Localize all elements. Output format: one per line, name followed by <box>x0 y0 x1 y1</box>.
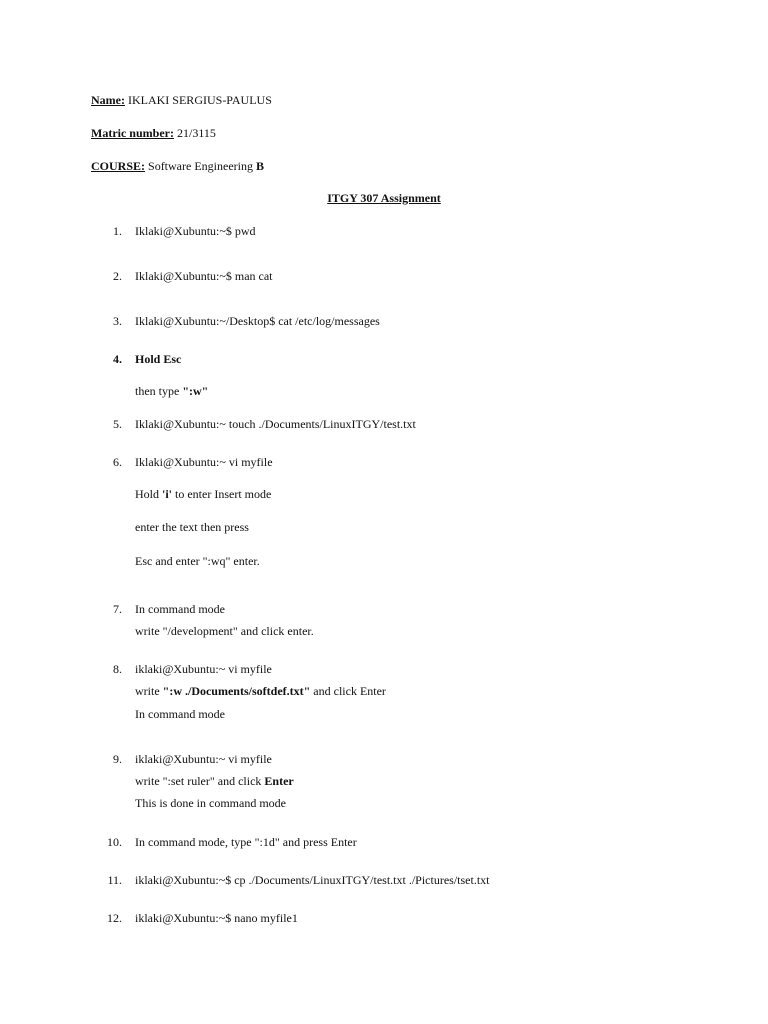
item-line: Hold Esc <box>135 352 182 366</box>
item-line: In command mode <box>135 602 225 616</box>
item-subline-bold: 'i' <box>162 487 173 501</box>
name-value: IKLAKI SERGIUS-PAULUS <box>124 93 272 107</box>
item-subline <box>135 385 208 397</box>
item-line: In command mode, type ":1d" and press Enter <box>135 835 357 849</box>
item-subline: write "/development" and click enter. <box>135 624 314 638</box>
item-line: Iklaki@Xubuntu:~$ man cat <box>135 269 273 283</box>
item-number: 4. <box>113 352 122 366</box>
item-number: 9. <box>113 752 122 766</box>
course-label: COURSE: <box>91 159 146 173</box>
item-number: 7. <box>113 602 122 616</box>
item-number: 10. <box>107 835 122 849</box>
item-subline-text: to enter Insert mode <box>172 487 272 501</box>
item-subline: enter the text then press <box>135 520 249 534</box>
name-label: Name: <box>91 93 125 107</box>
item-number: 1. <box>113 224 122 238</box>
item-line: Iklaki@Xubuntu:~$ pwd <box>135 224 256 238</box>
course-suffix: B <box>255 159 264 173</box>
item-subline-text: and click Enter <box>310 684 386 698</box>
item-number: 12. <box>107 911 122 925</box>
item-subline-text: then type <box>135 384 183 398</box>
item-subline-bold: ":w ./Documents/softdef.txt" <box>162 684 311 698</box>
item-line: iklaki@Xubuntu:~ vi myfile <box>135 662 272 676</box>
item-subline: This is done in command mode <box>135 796 286 810</box>
item-number: 3. <box>113 314 122 328</box>
course-line <box>91 160 264 172</box>
item-line: iklaki@Xubuntu:~$ nano myfile1 <box>135 911 298 925</box>
item-line: Iklaki@Xubuntu:~/Desktop$ cat /etc/log/messages <box>135 314 380 328</box>
item-number: 2. <box>113 269 122 283</box>
matric-label: Matric number: <box>91 126 174 140</box>
item-line: iklaki@Xubuntu:~ vi myfile <box>135 752 272 766</box>
item-subline <box>135 488 271 500</box>
item-number: 8. <box>113 662 122 676</box>
item-subline-bold: Enter <box>264 774 294 788</box>
item-subline-text: write <box>135 684 163 698</box>
item-subline <box>135 685 386 697</box>
item-line: Iklaki@Xubuntu:~ touch ./Documents/LinuxITGY/test.txt <box>135 417 416 431</box>
matric-value: 21/3115 <box>173 126 216 140</box>
item-number: 6. <box>113 455 122 469</box>
item-subline-text: Hold <box>135 487 162 501</box>
item-subline: Esc and enter ":wq" enter. <box>135 554 260 568</box>
item-line: iklaki@Xubuntu:~$ cp ./Documents/LinuxITGY/test.txt ./Pictures/tset.txt <box>135 873 490 887</box>
item-number: 11. <box>107 873 122 887</box>
item-subline <box>135 775 294 787</box>
item-subline-bold: ":w" <box>182 384 209 398</box>
page-title: ITGY 307 Assignment <box>327 191 441 205</box>
name-line <box>91 94 272 106</box>
item-number: 5. <box>113 417 122 431</box>
item-line: Iklaki@Xubuntu:~ vi myfile <box>135 455 273 469</box>
course-value: Software Engineering <box>145 159 256 173</box>
matric-line <box>91 127 216 139</box>
item-subline-text: write ":set ruler" and click <box>135 774 265 788</box>
item-subline: In command mode <box>135 707 225 721</box>
